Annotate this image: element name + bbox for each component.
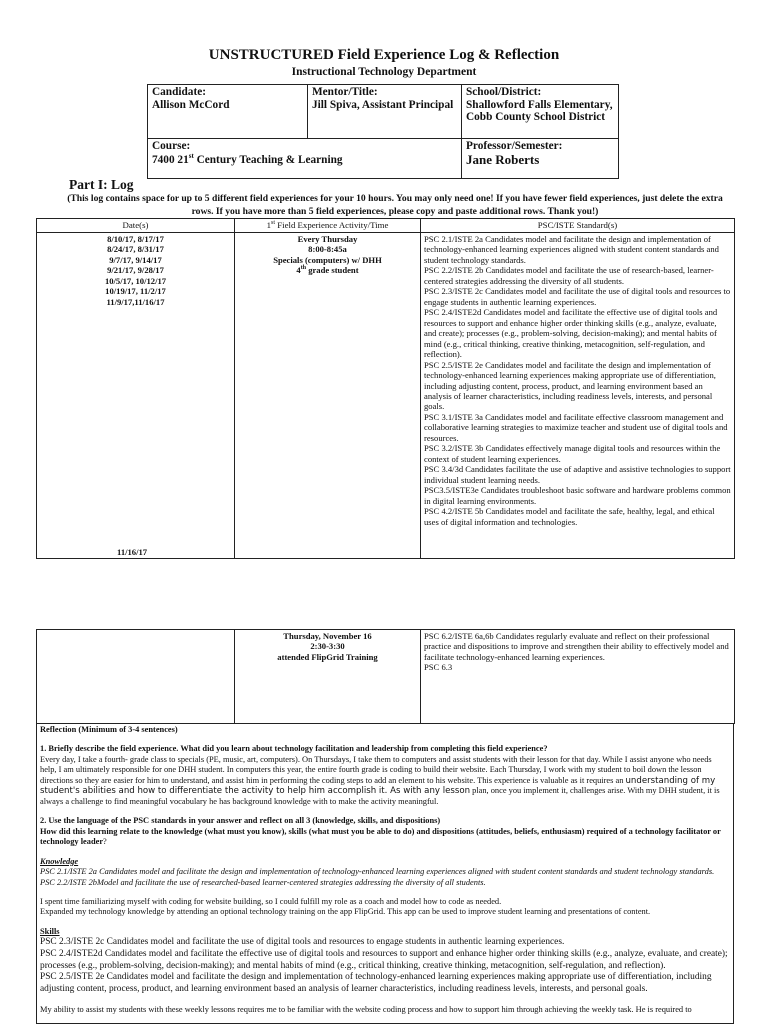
knowledge-text: Expanded my technology knowledge by attending an optional technology training on the app FlipGrid. This app can be used to improve student learning and presentations of content. (40, 907, 651, 917)
course-label: Course: (152, 140, 191, 152)
standard-item: PSC3.5/ISTE3e Candidates troubleshoot basic software and hardware problems common in digital learning environments. (424, 485, 731, 506)
knowledge-item: PSC 2.1/ISTE 2a Candidates model and facilitate the design and implementation of technology-enhanced learning experiences aligned with student content standards and student technology standards. (40, 867, 715, 877)
standard-item: PSC 2.5/ISTE 2e Candidates model and facilitate the design and implementation of technology-enhanced learning experiences making appropriate use of differentiation, including adjusting content, process, product, and learning environment based an analysis of learner characteristics, including readiness levels, interests, and personal goals. (424, 359, 716, 412)
standard-item: PSC 2.2/ISTE 2b Candidates model and facilitate the use of research-based, learner-centered strategies addressing the diversity of all students. (424, 265, 714, 286)
standard-item: PSC 2.1/ISTE 2a Candidates model and facilitate the design and implementation of technology-enhanced learning experiences aligned with student content standards and student technology standards. (424, 233, 719, 265)
professor-cell (462, 139, 619, 179)
knowledge-text: I spent time familiarizing myself with coding for website building, so I could fulfill my role as a coach and model how to code as needed. (40, 896, 502, 906)
mentor-label: Mentor/Title: (312, 86, 378, 98)
reflection-section (36, 724, 734, 1024)
skills-item: PSC 2.5/ISTE 2e Candidates model and facilitate the design and implementation of technology-enhanced learning experiences making appropriate use of differentiation, including adjusting content, process, product, and learning environment based an analysis of learner characteristics, including readiness levels, interests, and personal goals. (40, 972, 712, 994)
standard-item: PSC 6.2/ISTE 6a,6b Candidates regularly evaluate and reflect on their professional practice and dispositions to improve and strengthen their ability to effectively model and facilitate technology-enhanced learning experiences. (424, 631, 729, 662)
department-subtitle: Instructional Technology Department (291, 66, 477, 78)
list-item: 10/5/17, 10/12/17 (104, 275, 167, 286)
standard-item: PSC 3.1/ISTE 3a Candidates model and facilitate effective classroom management and collaborative learning strategies to maximize teacher and student use of digital tools and resources. (424, 411, 728, 443)
extra-date: 11/16/17 (117, 547, 148, 558)
answer-1: Every day, I take a fourth- grade class to specials (PE, music, art, computers). On Thursdays, I take them to computers and assist students with their lesson for that day. While I assist anyone who needs help, I am ultimately responsible for one DHH student. In computers this year, the entire fourth grade is coding to build their website. Each Thursday, I work with my student to boil down the lesson directions so they are easier for him to understand, and assist him in performing the coding steps to add an element to his website. This experience is valuable as it requires an understanding of my student's abilities and how to differentiate the activity to help him accomplish it. As with any lesson plan, once you implement it, challenges arise. With my DHH student, it is always a challenge to find meaningful vocabulary he has background knowledge with to make the activity meaningful. (40, 754, 720, 806)
skills-item: PSC 2.3/ISTE 2c Candidates model and facilitate the use of digital tools and resources to engage students in authentic learning experiences. (40, 937, 565, 948)
row1-dates-cell (37, 232, 235, 558)
list-item: 11/9/17,11/16/17 (106, 296, 165, 307)
professor-label: Professor/Semester: (466, 140, 563, 152)
reflection-heading: Reflection (Minimum of 3-4 sentences) (40, 725, 178, 734)
list-item: 8/10/17, 8/17/17 (107, 233, 164, 244)
standards-column-header: PSC/ISTE Standard(s) (421, 219, 735, 233)
candidate-value: Allison McCord (152, 98, 230, 111)
list-item: 8:00-8:45a (308, 244, 347, 255)
school-value: Shallowford Falls Elementary, Cobb County School District (466, 98, 613, 124)
candidate-cell (148, 85, 308, 139)
list-item: Every Thursday (297, 233, 358, 244)
part1-heading: Part I: Log (69, 177, 134, 192)
standard-item: PSC 3.4/3d Candidates facilitate the use of adaptive and assistive technologies to support individual student learning needs. (424, 464, 731, 485)
list-item: 9/21/17, 9/28/17 (107, 265, 164, 276)
activity-column-header: 1st Field Experience Activity/Time (235, 219, 421, 233)
skills-heading: Skills (40, 926, 60, 936)
standard-item: PSC 2.3/ISTE 2c Candidates model and facilitate the use of digital tools and resources to engage students in authentic learning experiences. (424, 286, 731, 307)
list-item: 9/7/17, 9/14/17 (109, 254, 162, 265)
row1-activity-cell (235, 232, 421, 558)
mentor-value: Jill Spiva, Assistant Principal (312, 98, 454, 111)
question-2-line1: 2. Use the language of the PSC standards in your answer and reflect on all 3 (knowledge, skills, and dispositions) (40, 816, 441, 826)
course-value: 7400 21st Century Teaching & Learning (152, 151, 343, 166)
mentor-cell (308, 85, 462, 139)
list-item: 8/24/17, 8/31/17 (107, 244, 164, 255)
standard-item: PSC 3.2/ISTE 3b Candidates effectively manage digital tools and resources within the context of student learning experiences. (424, 443, 721, 464)
header-info-table (147, 84, 619, 179)
list-item: Thursday, November 16 (283, 631, 372, 641)
list-item: 10/19/17, 11/2/17 (105, 286, 166, 297)
dates-column-header: Date(s) (37, 219, 235, 233)
school-cell (462, 85, 619, 139)
knowledge-heading: Knowledge (40, 856, 79, 866)
row2-activity-cell (235, 630, 421, 724)
list-item: 2:30-3:30 (310, 641, 345, 652)
document-title: UNSTRUCTURED Field Experience Log & Reflection (208, 47, 560, 63)
question-1: 1. Briefly describe the field experience. What did you learn about technology facilitation and leadership from completing this field experience? (40, 744, 548, 754)
handwritten-insert: understanding of my student's abilities and how to differentiate the activity to help him accomplish it. As with any lesson (40, 775, 716, 797)
standard-item: PSC 4.2/ISTE 5b Candidates model and facilitate the safe, healthy, legal, and ethical uses of digital information and technologies. (424, 506, 715, 527)
final-text: My ability to assist my students with these weekly lessons requires me to be familiar with the website coding process and how to support him through achieving the weekly task. He is required to (40, 1004, 692, 1014)
list-item: 4th grade student (296, 265, 359, 276)
candidate-label: Candidate: (152, 86, 206, 98)
row1-standards-cell (421, 232, 735, 558)
log-table-continued (36, 629, 735, 724)
part1-instructions: (This log contains space for up to 5 different field experiences for your 10 hours. You may only need one! If you have fewer field experiences, just delete the extra rows. If you have more than 5 field experiences, please copy and paste additional rows. Thank you!) (67, 193, 723, 217)
question-2-line2: How did this learning relate to the knowledge (what must you know), skills (what must you be able to do) and dispositions (attitudes, beliefs, enthusiasm) required of a technology facilitator or technology leader? (40, 826, 721, 847)
course-cell (148, 139, 462, 179)
list-item: Specials (computers) w/ DHH (273, 254, 382, 265)
row2-standards-cell (421, 630, 735, 724)
knowledge-item: PSC 2.2/ISTE 2bModel and facilitate the use of researched-based learner-centered strategies addressing the diversity of all students. (40, 877, 486, 887)
school-label: School/District: (466, 86, 542, 98)
log-table (36, 218, 735, 559)
row2-dates-cell (37, 630, 235, 724)
list-item: attended FlipGrid Training (277, 651, 378, 662)
skills-item: PSC 2.4/ISTE2d Candidates model and facilitate the effective use of digital tools and resources to support and enhance higher order thinking skills (e.g., analyze, evaluate, and create); processes (e.g., problem-solving, decision-making); and mental habits of mind (e.g., critical thinking, creative thinking, metacognition, self-regulation, and reflection). (40, 948, 728, 971)
professor-value: Jane Roberts (466, 151, 540, 167)
standard-item: PSC 2.4/ISTE2d Candidates model and facilitate the effective use of digital tools and resources to support and enhance higher order thinking skills (e.g., analyze, evaluate, and create); processes (e.g., problem-solving, decision-making); and mental habits of mind (e.g., critical thinking, creative thinking, metacognition, self-regulation, and reflection). (424, 307, 718, 360)
standard-item: PSC 6.3 (424, 662, 453, 673)
